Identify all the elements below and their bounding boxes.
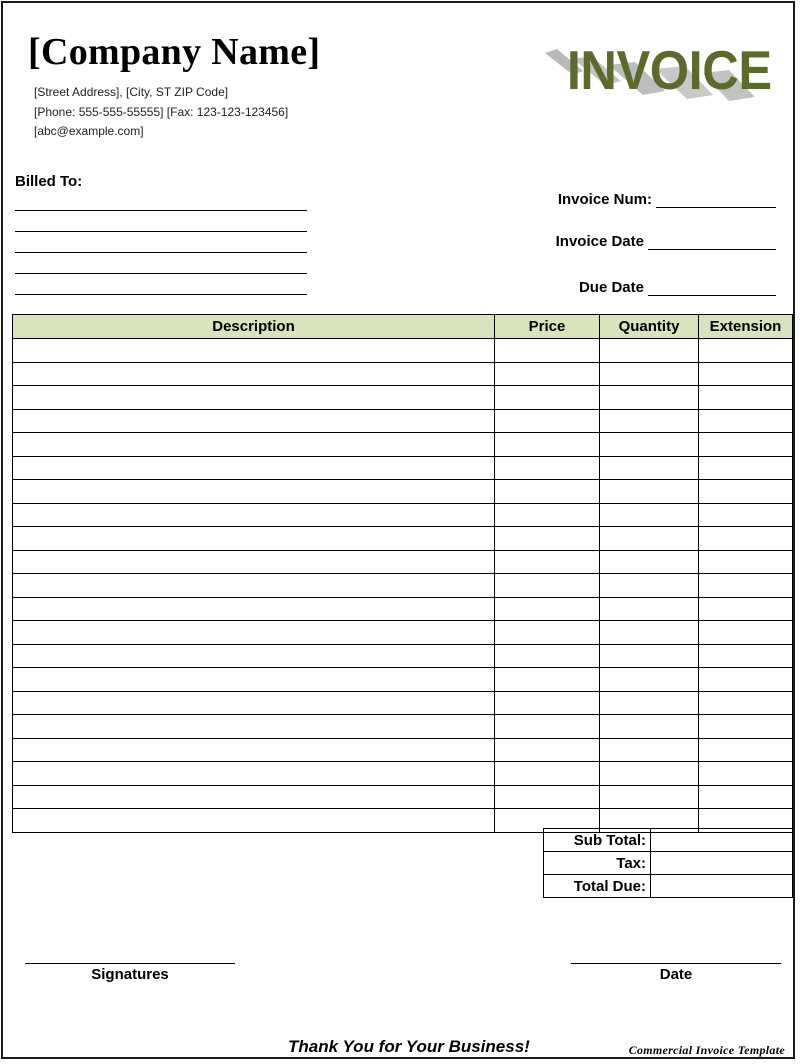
quantity-cell[interactable] xyxy=(600,503,699,527)
quantity-cell[interactable] xyxy=(600,621,699,645)
extension-cell[interactable] xyxy=(699,668,793,692)
description-cell[interactable] xyxy=(13,339,495,363)
description-cell[interactable] xyxy=(13,785,495,809)
quantity-cell[interactable] xyxy=(600,456,699,480)
column-quantity: Quantity xyxy=(600,315,699,339)
due-date-label: Due Date xyxy=(578,279,644,296)
extension-cell[interactable] xyxy=(699,550,793,574)
tax-value[interactable] xyxy=(651,852,793,875)
table-row xyxy=(13,409,793,433)
company-address: [Street Address], [City, ST ZIP Code] xyxy=(34,85,229,99)
invoice-date-row xyxy=(556,233,776,250)
quantity-cell[interactable] xyxy=(600,597,699,621)
table-row xyxy=(13,362,793,386)
table-row xyxy=(13,691,793,715)
due-date-row xyxy=(579,279,776,296)
extension-cell[interactable] xyxy=(699,644,793,668)
extension-cell[interactable] xyxy=(699,762,793,786)
invoice-number-row xyxy=(558,191,776,208)
company-details xyxy=(34,83,288,142)
description-cell[interactable] xyxy=(13,809,495,833)
invoice-number-label: Invoice Num: xyxy=(557,191,652,208)
company-name: [Company Name] xyxy=(28,31,321,73)
extension-cell[interactable] xyxy=(699,527,793,551)
extension-cell[interactable] xyxy=(699,738,793,762)
description-cell[interactable] xyxy=(13,550,495,574)
price-cell[interactable] xyxy=(495,668,600,692)
description-cell[interactable] xyxy=(13,409,495,433)
price-cell[interactable] xyxy=(495,362,600,386)
extension-cell[interactable] xyxy=(699,339,793,363)
extension-cell[interactable] xyxy=(699,503,793,527)
price-cell[interactable] xyxy=(495,503,600,527)
signature-line[interactable] xyxy=(25,963,235,964)
price-cell[interactable] xyxy=(495,691,600,715)
quantity-cell[interactable] xyxy=(600,386,699,410)
price-cell[interactable] xyxy=(495,386,600,410)
description-cell[interactable] xyxy=(13,644,495,668)
extension-cell[interactable] xyxy=(699,597,793,621)
company-contact: [Phone: 555-555-55555] [Fax: 123-123-123456] xyxy=(34,104,289,119)
price-cell[interactable] xyxy=(495,550,600,574)
table-row xyxy=(13,456,793,480)
column-extension: Extension xyxy=(699,315,793,339)
price-cell[interactable] xyxy=(495,762,600,786)
invoice-number-field[interactable] xyxy=(656,193,776,208)
quantity-cell[interactable] xyxy=(600,527,699,551)
date-line[interactable] xyxy=(571,963,781,964)
price-cell[interactable] xyxy=(495,715,600,739)
quantity-cell[interactable] xyxy=(600,433,699,457)
price-cell[interactable] xyxy=(495,621,600,645)
price-cell[interactable] xyxy=(495,644,600,668)
invoice-date-label: Invoice Date xyxy=(555,233,644,250)
description-cell[interactable] xyxy=(13,738,495,762)
description-cell[interactable] xyxy=(13,668,495,692)
quantity-cell[interactable] xyxy=(600,762,699,786)
description-cell[interactable] xyxy=(13,386,495,410)
table-row xyxy=(13,574,793,598)
table-row xyxy=(13,668,793,692)
description-cell[interactable] xyxy=(13,715,495,739)
description-cell[interactable] xyxy=(13,503,495,527)
extension-cell[interactable] xyxy=(699,386,793,410)
extension-cell[interactable] xyxy=(699,433,793,457)
quantity-cell[interactable] xyxy=(600,715,699,739)
total-due-label: Total Due: xyxy=(544,875,651,898)
quantity-cell[interactable] xyxy=(600,550,699,574)
invoice-page xyxy=(1,1,795,1059)
price-cell[interactable] xyxy=(495,574,600,598)
line-items-body xyxy=(13,339,793,833)
total-due-row xyxy=(544,875,793,898)
quantity-cell[interactable] xyxy=(600,362,699,386)
invoice-title: INVOICE xyxy=(567,39,772,101)
table-row xyxy=(13,339,793,363)
billed-to-line-1[interactable] xyxy=(15,210,307,211)
extension-cell[interactable] xyxy=(699,456,793,480)
price-cell[interactable] xyxy=(495,433,600,457)
price-cell[interactable] xyxy=(495,738,600,762)
table-row xyxy=(13,550,793,574)
thank-you-message: Thank You for Your Business! xyxy=(288,1037,530,1056)
due-date-field[interactable] xyxy=(648,281,776,296)
description-cell[interactable] xyxy=(13,456,495,480)
price-cell[interactable] xyxy=(495,409,600,433)
total-due-value[interactable] xyxy=(651,875,793,898)
extension-cell[interactable] xyxy=(699,362,793,386)
extension-cell[interactable] xyxy=(699,785,793,809)
table-row xyxy=(13,644,793,668)
subtotal-value[interactable] xyxy=(651,829,793,852)
extension-cell[interactable] xyxy=(699,574,793,598)
billed-to-label: Billed To: xyxy=(15,173,83,190)
extension-cell[interactable] xyxy=(699,715,793,739)
table-row xyxy=(13,386,793,410)
tax-label: Tax: xyxy=(544,852,651,875)
description-cell[interactable] xyxy=(13,433,495,457)
column-description: Description xyxy=(13,315,495,339)
table-row xyxy=(13,785,793,809)
price-cell[interactable] xyxy=(495,480,600,504)
quantity-cell[interactable] xyxy=(600,668,699,692)
description-cell[interactable] xyxy=(13,621,495,645)
table-row xyxy=(13,715,793,739)
extension-cell[interactable] xyxy=(699,480,793,504)
price-cell[interactable] xyxy=(495,785,600,809)
description-cell[interactable] xyxy=(13,691,495,715)
date-label: Date xyxy=(659,966,693,983)
quantity-cell[interactable] xyxy=(600,691,699,715)
description-cell[interactable] xyxy=(13,762,495,786)
signature-label: Signatures xyxy=(91,966,169,983)
subtotal-label: Sub Total: xyxy=(544,829,651,852)
extension-cell[interactable] xyxy=(699,409,793,433)
company-email: [abc@example.com] xyxy=(34,124,144,138)
invoice-date-field[interactable] xyxy=(648,235,776,250)
quantity-cell[interactable] xyxy=(600,409,699,433)
table-row xyxy=(13,621,793,645)
totals-table xyxy=(543,828,793,898)
subtotal-row xyxy=(544,829,793,852)
quantity-cell[interactable] xyxy=(600,644,699,668)
quantity-cell[interactable] xyxy=(600,574,699,598)
price-cell[interactable] xyxy=(495,456,600,480)
table-row xyxy=(13,433,793,457)
quantity-cell[interactable] xyxy=(600,480,699,504)
quantity-cell[interactable] xyxy=(600,785,699,809)
table-row xyxy=(13,503,793,527)
description-cell[interactable] xyxy=(13,480,495,504)
line-items-table xyxy=(12,314,793,833)
price-cell[interactable] xyxy=(495,597,600,621)
table-row xyxy=(13,597,793,621)
template-name: Commercial Invoice Template xyxy=(628,1043,785,1057)
table-row xyxy=(13,480,793,504)
table-header-row xyxy=(13,315,793,339)
quantity-cell[interactable] xyxy=(600,339,699,363)
price-cell[interactable] xyxy=(495,339,600,363)
extension-cell[interactable] xyxy=(699,691,793,715)
column-price: Price xyxy=(495,315,600,339)
description-cell[interactable] xyxy=(13,574,495,598)
billed-to-line-4[interactable] xyxy=(15,273,307,274)
table-row xyxy=(13,738,793,762)
description-cell[interactable] xyxy=(13,527,495,551)
description-cell[interactable] xyxy=(13,362,495,386)
billed-to-line-2[interactable] xyxy=(15,231,307,232)
price-cell[interactable] xyxy=(495,527,600,551)
invoice-logo xyxy=(543,21,788,103)
description-cell[interactable] xyxy=(13,597,495,621)
extension-cell[interactable] xyxy=(699,621,793,645)
billed-to-line-3[interactable] xyxy=(15,252,307,253)
quantity-cell[interactable] xyxy=(600,738,699,762)
table-row xyxy=(13,762,793,786)
table-row xyxy=(13,527,793,551)
tax-row xyxy=(544,852,793,875)
billed-to-line-5[interactable] xyxy=(15,294,307,295)
